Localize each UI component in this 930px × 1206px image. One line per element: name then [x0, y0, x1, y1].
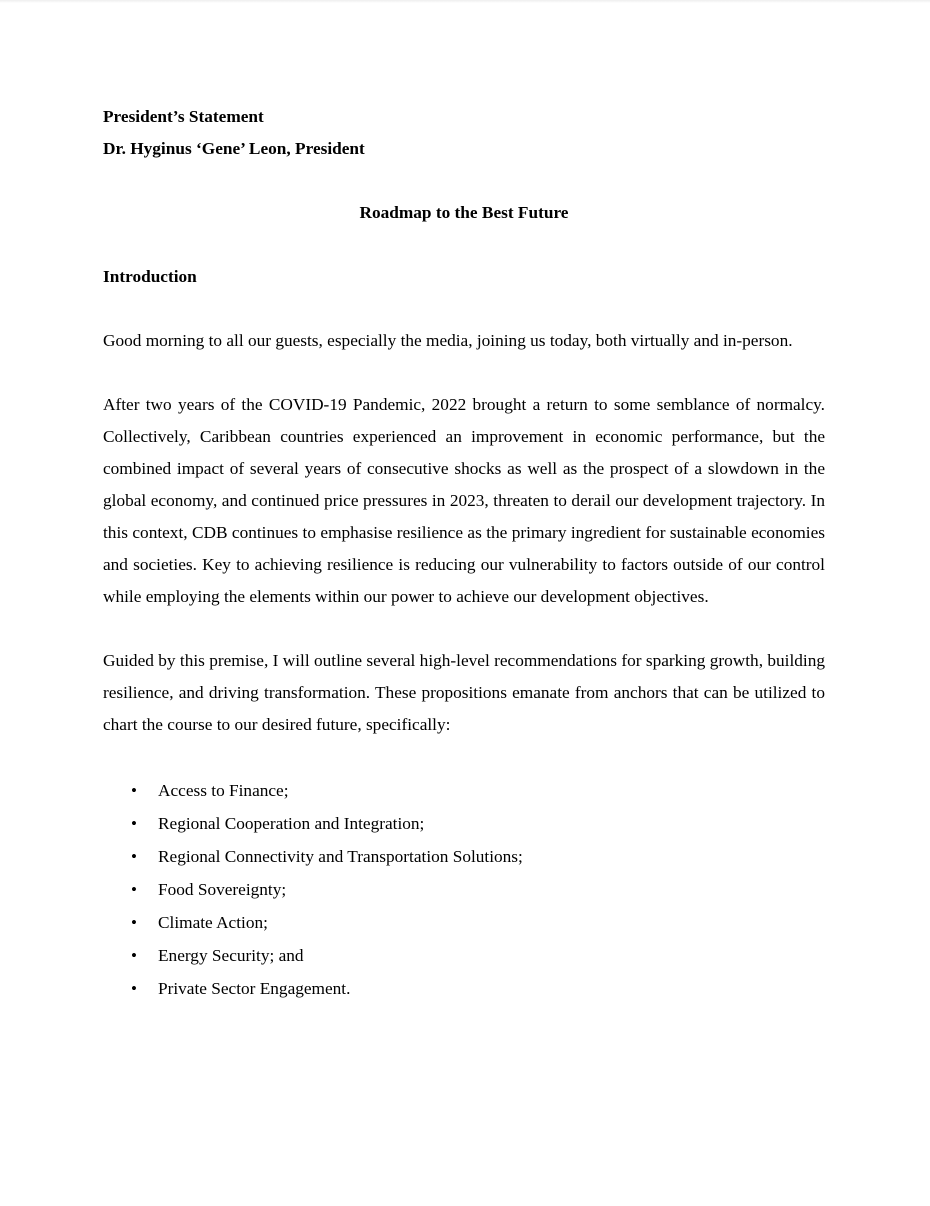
list-item — [103, 906, 825, 939]
list-item — [103, 774, 825, 807]
bullet-icon: • — [131, 847, 137, 866]
bullet-icon: • — [131, 814, 137, 833]
bullet-icon: • — [131, 781, 137, 800]
list-item-text: Access to Finance; — [158, 781, 289, 800]
bullet-icon: • — [131, 979, 137, 998]
bullet-icon: • — [131, 880, 137, 899]
header-block — [103, 101, 825, 165]
bullet-icon: • — [131, 913, 137, 932]
list-item — [103, 840, 825, 873]
list-item-text: Climate Action; — [158, 913, 268, 932]
list-item-text: Regional Connectivity and Transportation Solutions; — [158, 847, 523, 866]
list-item-text: Regional Cooperation and Integration; — [158, 814, 425, 833]
bullet-icon: • — [131, 946, 137, 965]
paragraph-greeting: Good morning to all our guests, especially the media, joining us today, both virtually and in-person. — [103, 331, 793, 350]
paragraph-recommendations: Guided by this premise, I will outline several high-level recommendations for sparking growth, building resilience, and driving transformation. These propositions emanate from anchors that can be utilized to chart the course to our desired future, specifically: — [103, 651, 825, 734]
page-top-edge — [0, 0, 930, 3]
list-item-text: Food Sovereignty; — [158, 880, 287, 899]
statement-label: President’s Statement — [103, 107, 264, 126]
list-item — [103, 873, 825, 906]
document-page — [103, 101, 825, 1005]
list-item — [103, 972, 825, 1005]
section-heading-introduction: Introduction — [103, 267, 197, 286]
paragraph-context: After two years of the COVID-19 Pandemic, 2022 brought a return to some semblance of normalcy. Collectively, Caribbean countries experienced an improvement in economic performance, but the combined impact of several years of consecutive shocks as well as the prospect of a slowdown in the global economy, and continued price pressures in 2023, threaten to derail our development trajectory. In this context, CDB continues to emphasise resilience as the primary ingredient for sustainable economies and societies. Key to achieving resilience is reducing our vulnerability to factors outside of our control while employing the elements within our power to achieve our development objectives. — [103, 395, 825, 606]
list-item-text: Private Sector Engagement. — [158, 979, 351, 998]
list-item — [103, 939, 825, 972]
list-item-text: Energy Security; and — [158, 946, 304, 965]
anchor-list — [103, 774, 825, 1005]
list-item — [103, 807, 825, 840]
document-title: Roadmap to the Best Future — [359, 203, 569, 222]
author-line: Dr. Hyginus ‘Gene’ Leon, President — [103, 139, 365, 158]
